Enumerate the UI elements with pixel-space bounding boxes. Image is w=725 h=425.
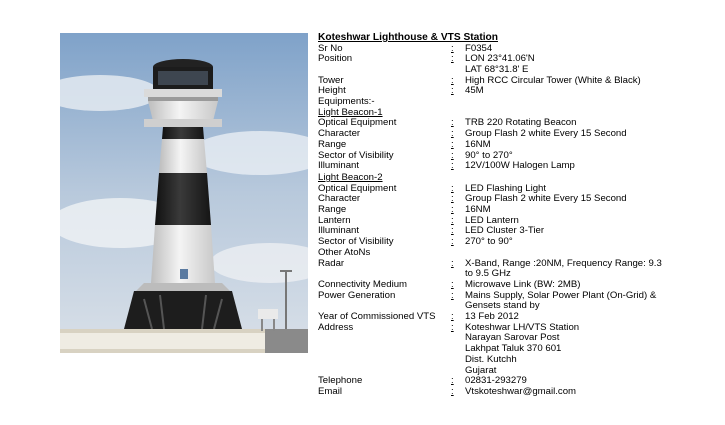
info-row-label: Sector of Visibility [318,149,394,161]
info-value-line: 16NM [465,138,491,150]
info-value-line: LED Cluster 3-Tier [465,225,545,237]
other-atons-list [318,259,718,398]
beacon2-list [318,184,718,248]
info-row-separator: : [451,42,454,54]
beacon1-heading: Light Beacon-1 [318,106,383,118]
info-row-separator: : [451,53,454,65]
info-row-label: Address [318,321,354,333]
beacon2-heading: Light Beacon-2 [318,171,383,183]
info-row-label: Range [318,138,347,150]
info-value-line: 13 Feb 2012 [465,311,519,323]
info-row-separator: : [451,149,454,161]
info-row-separator: : [451,193,454,205]
other-atons-label: Other AtoNs [318,246,371,258]
info-row-label: Tower [318,74,344,86]
info-row-label: Character [318,128,361,140]
info-value-line: LED Flashing Light [465,182,547,194]
info-value-line: Vtskoteshwar@gmail.com [465,386,577,397]
info-row-value [465,259,718,280]
info-row-separator: : [451,214,454,226]
info-row-label: Year of Commissioned VTS [318,311,436,323]
info-value-line: LAT 68°31.8' E [465,63,529,75]
station-title: Koteshwar Lighthouse & VTS Station [318,32,498,43]
info-row-separator: : [451,278,454,290]
info-row-label: Optical Equipment [318,182,397,194]
info-value-line: Group Flash 2 white Every 15 Second [465,128,627,140]
info-value-line: 12V/100W Halogen Lamp [465,160,575,172]
info-value-line: F0354 [465,42,493,54]
info-value-line: Gujarat [465,364,497,376]
info-row [318,129,718,140]
info-row [318,140,718,151]
info-value-line: High RCC Circular Tower (White & Black) [465,74,641,86]
info-value-line: 90° to 270° [465,149,513,161]
info-row-separator: : [451,204,454,216]
info-row-value [465,76,718,87]
info-value-line: 270° to 90° [465,236,513,248]
info-row [318,323,718,377]
info-row-separator: : [451,375,454,387]
info-row-label: Sr No [318,42,343,54]
info-row [318,54,718,75]
info-row-separator: : [451,386,454,397]
info-row [318,194,718,205]
info-row-separator: : [451,225,454,237]
info-row-separator: : [451,257,454,269]
station-info [318,32,718,398]
info-row-value [465,237,718,248]
info-value-line: Dist. Kutchh [465,353,517,365]
info-row [318,291,718,312]
info-value-line: Mains Supply, Solar Power Plant (On-Grid) & [465,289,657,301]
info-row-value [465,161,718,172]
info-value-line: X-Band, Range :20NM, Frequency Range: 9.3 [465,257,662,269]
beacon1-list [318,118,718,172]
info-value-line: Lakhpat Taluk 370 601 [465,343,562,355]
info-row-separator: : [451,128,454,140]
info-value-line: Microwave Link (BW: 2MB) [465,278,581,290]
info-row-label: Lantern [318,214,351,226]
info-row-label: Character [318,193,361,205]
info-value-line: LED Lantern [465,214,519,226]
info-row-label: Connectivity Medium [318,278,408,290]
info-row-label: Height [318,85,346,97]
info-row-label: Telephone [318,375,363,387]
info-row-value [465,129,718,140]
info-value-line: to 9.5 GHz [465,268,511,280]
info-value-line: Koteshwar LH/VTS Station [465,321,580,333]
info-row-separator: : [451,311,454,323]
info-row-value [465,387,718,398]
info-value-line: Group Flash 2 white Every 15 Second [465,193,627,205]
info-row-separator: : [451,85,454,97]
info-row-separator: : [451,236,454,248]
info-row [318,237,718,248]
info-row-separator: : [451,117,454,129]
info-row-label: Power Generation [318,289,396,301]
info-row [318,387,718,398]
info-row [318,259,718,280]
info-row-separator: : [451,74,454,86]
info-value-line: Narayan Sarovar Post [465,332,560,344]
equipments-label: Equipments:- [318,96,375,108]
info-row-label: Optical Equipment [318,117,397,129]
info-row-label: Email [318,386,342,397]
info-row-separator: : [451,321,454,333]
info-row-separator: : [451,182,454,194]
info-row-separator: : [451,289,454,301]
info-row [318,161,718,172]
info-row [318,86,718,97]
info-row-value [465,194,718,205]
info-row-value [465,323,718,377]
info-row-separator: : [451,160,454,172]
general-info-list [318,44,718,98]
info-row-value [465,86,718,97]
info-row-label: Radar [318,257,345,269]
info-row-label: Sector of Visibility [318,236,394,248]
info-value-line: LON 23°41.06'N [465,53,535,65]
lighthouse-photo [60,33,308,353]
info-value-line: 16NM [465,204,491,216]
info-row-label: Illuminant [318,225,360,237]
info-row [318,76,718,87]
info-row-value [465,54,718,75]
info-value-line: Gensets stand by [465,300,540,312]
info-value-line: TRB 220 Rotating Beacon [465,117,577,129]
info-row-label: Range [318,204,347,216]
info-row-value [465,291,718,312]
info-row-separator: : [451,138,454,150]
info-row-label: Position [318,53,353,65]
info-value-line: 02831-293279 [465,375,527,387]
info-row-value [465,140,718,151]
info-row-label: Illuminant [318,160,360,172]
info-value-line: 45M [465,85,484,97]
